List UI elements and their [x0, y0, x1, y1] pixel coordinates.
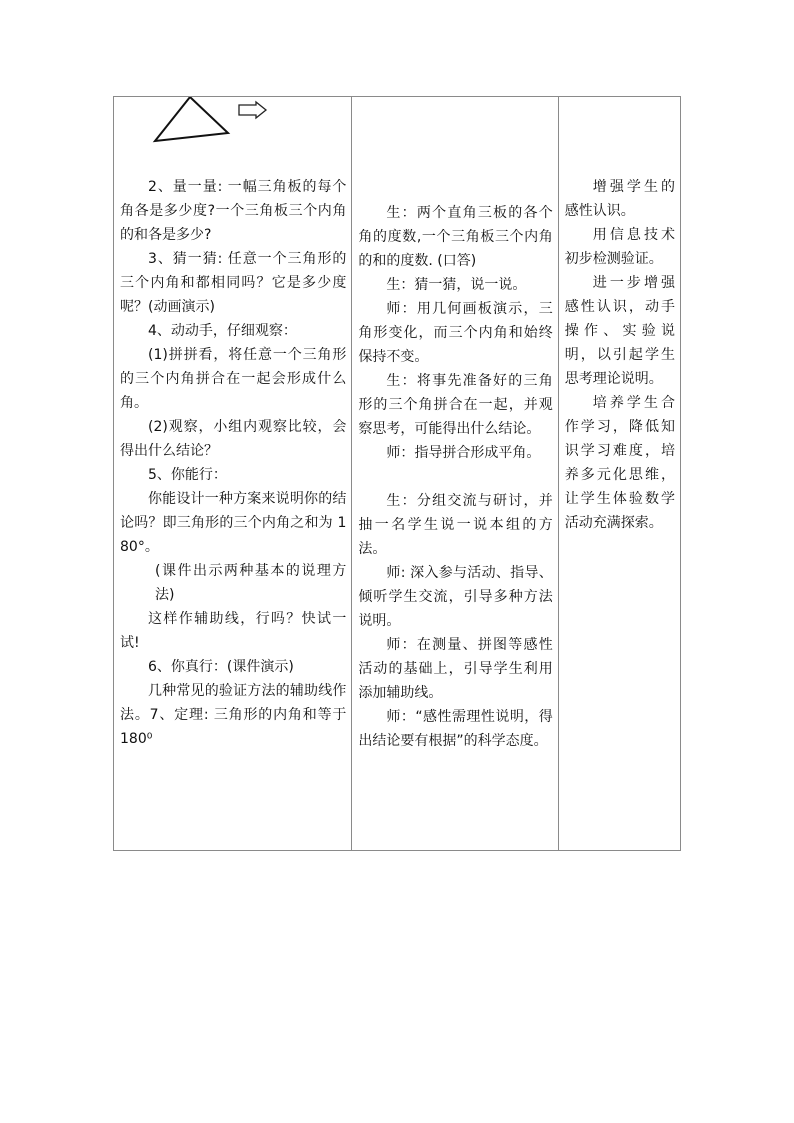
- activity-item: 师：在测量、拼图等感性活动的基础上，引导学生利用添加辅助线。: [358, 637, 553, 701]
- hands-on-sub-2: (2)观察，小组内观察比较，会得出什么结论？: [120, 419, 347, 459]
- activity-cell: [352, 97, 558, 851]
- intent-item: 增强学生的感性认识。: [564, 179, 675, 219]
- hands-on-sub-1: (1)拼拼看，将任意一个三角形的三个内角拼合在一起会形成什么角。: [120, 347, 347, 411]
- activity-item: 生：分组交流与研讨，并抽一名学生说一说本组的方法。: [358, 493, 553, 557]
- content-cell: [114, 97, 352, 851]
- hands-on-step: 4、动动手，仔细观察：: [148, 323, 297, 339]
- intent-cell: [558, 97, 680, 851]
- design-question: 你能设计一种方案来说明你的结论吗？即三角形的三个内角之和为 180°。: [120, 491, 347, 555]
- content-text: [120, 175, 346, 751]
- courseware-note: (课件出示两种基本的说理方法): [155, 563, 347, 603]
- intent-item: 进一步增强感性认识，动手操作、实验说明，以引起学生思考理论说明。: [564, 275, 675, 387]
- theorem-text: 几种常见的验证方法的辅助线作法。7、定理: 三角形的内角和等于 180⁰: [120, 683, 347, 747]
- activity-item: 生：猜一猜，说一说。: [386, 277, 527, 293]
- guess-step: 3、猜一猜: 任意一个三角形的三个内角和都相同吗？它是多少度呢？(动画演示): [120, 251, 347, 315]
- activity-text: [358, 201, 552, 753]
- activity-item: 师：指导拼合形成平角。: [386, 445, 541, 461]
- activity-item: 师: 深入参与活动、指导、倾听学生交流，引导多种方法说明。: [358, 565, 553, 629]
- activity-item: 生：将事先准备好的三角形的三个角拼合在一起，并观察思考，可能得出什么结论。: [358, 373, 553, 437]
- activity-item: 师：“感性需理性说明，得出结论要有根据”的科学态度。: [358, 709, 553, 749]
- intent-item: 用信息技术初步检测验证。: [564, 227, 675, 267]
- measure-step: 2、量一量: 一幅三角板的每个角各是多少度?一个三角板三个内角的和各是多少?: [120, 179, 347, 243]
- activity-item: 师：用几何画板演示，三角形变化，而三个内角和始终保持不变。: [358, 301, 553, 365]
- auxiliary-line-question: 这样作辅助线，行吗？快试一试!: [120, 611, 347, 651]
- great-step: 6、你真行：(课件演示): [148, 659, 294, 675]
- intent-item: 培养学生合作学习，降低知识学习难度，培养多元化思维，让学生体验数学活动充满探索。: [564, 395, 675, 531]
- intent-text: [565, 175, 675, 535]
- triangle-icon: [155, 97, 228, 141]
- lesson-table: [113, 96, 681, 851]
- table-row: [114, 97, 681, 851]
- arrow-right-icon: [239, 102, 266, 118]
- you-can-step: 5、你能行：: [148, 467, 227, 483]
- activity-item: 生：两个直角三板的各个角的度数,一个三角板三个内角的和的度数. (口答): [358, 205, 553, 269]
- figure: [150, 97, 270, 147]
